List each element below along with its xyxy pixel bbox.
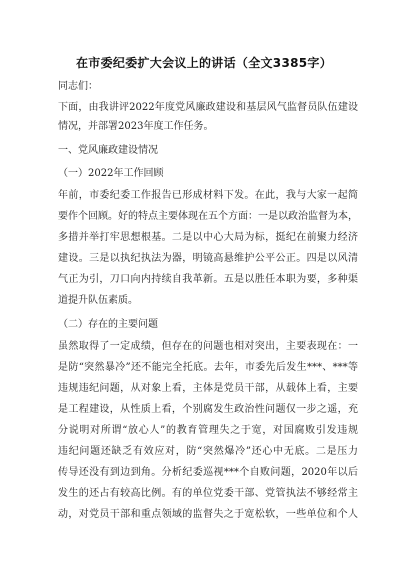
paragraph-line: 动，对党员干部和重点领域的监督失之于宽松软，一些单位和个人 (58, 509, 358, 520)
paragraph-line: 虽然取得了一定成绩，但存在的问题也相对突出，主要表现在：一 (58, 341, 358, 352)
section-heading: 一、党风廉政建设情况 (58, 145, 158, 156)
subsection-heading: （一）2022年工作回顾 (58, 168, 164, 179)
paragraph-line: 分说明对所谓“放心人”的教育管理失之于宽，对国腐败引发违规 (58, 425, 358, 436)
paragraph-line: 发生的还占有较高比例。有的单位党委干部、党管执法不够经常主 (58, 488, 358, 499)
document-title: 在市委纪委扩大会议上的讲话（全文3385字） (76, 56, 332, 70)
paragraph-line: 建设。三是以执纪执法为器，明镜高悬维护公平公正。四是以风清 (58, 253, 358, 264)
paragraph-line: 是防“突然暴冷”还不能完全托底。去年，市委先后发生***、***等 (58, 362, 358, 373)
paragraph-line: 年前，市委纪委工作报告已形成材料下发。在此，我与大家一起简 (58, 190, 358, 201)
salutation: 同志们： (58, 81, 98, 92)
paragraph-line: 传导还没有到边到角。分析纪委巡视***个自败问题，2020年以后 (58, 467, 358, 478)
paragraph-line: 气正为引，刀口向内持续自我革新。五是以胜任本职为要，多种渠 (58, 274, 358, 285)
paragraph-line: 下面，由我讲评2022年度党风廉政建设和基层风气监督员队伍建设 (58, 102, 358, 113)
subsection-heading: （二）存在的主要问题 (58, 319, 158, 330)
paragraph-line: 要作个回顾。好的特点主要体现在五个方面：一是以政治监督为本， (58, 211, 358, 222)
paragraph-line: 违纪问题还缺乏有效应对，防“突然爆冷”还心中无底。二是压力 (58, 446, 358, 457)
paragraph-line: 是工程建设，从性质上看，个别腐发生政治性问题仅一步之遥，充 (58, 404, 358, 415)
paragraph-line: 多措并举打牢思想根基。二是以中心大局为标，挺纪在前聚力经济 (58, 232, 358, 243)
paragraph-line: 情况，并部署2023年度工作任务。 (58, 121, 214, 132)
paragraph-line: 道提升队伍素质。 (58, 295, 138, 306)
paragraph-line: 违规违纪问题，从对象上看，主体是党员干部，从载体上看，主要 (58, 383, 358, 394)
